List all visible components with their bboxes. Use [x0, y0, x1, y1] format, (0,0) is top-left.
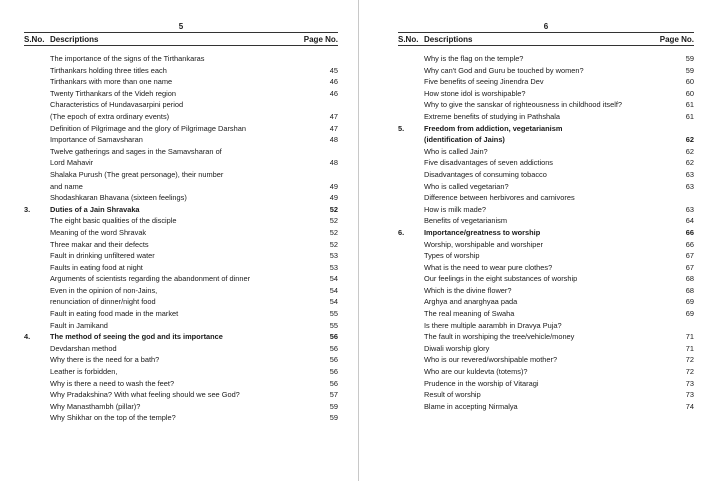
row-description: Five benefits of seeing Jinendra Dev	[424, 77, 544, 87]
section-row	[24, 204, 338, 216]
row-description: Who is called vegetarian?	[424, 181, 509, 191]
contents-row	[24, 320, 338, 332]
row-description: The eight basic qualities of the disciple	[50, 216, 177, 226]
row-page-number: 64	[685, 216, 694, 226]
contents-row	[398, 331, 694, 343]
contents-row	[24, 273, 338, 285]
contents-row	[24, 99, 338, 111]
row-description: Duties of a Jain Shravaka	[50, 204, 140, 214]
row-page-number: 61	[685, 111, 694, 121]
row-page-number: 54	[329, 297, 338, 307]
row-page-number: 49	[329, 181, 338, 191]
contents-row	[398, 157, 694, 169]
contents-row	[24, 343, 338, 355]
row-page-number: 66	[685, 239, 694, 249]
row-page-number: 53	[329, 251, 338, 261]
contents-row	[24, 389, 338, 401]
row-description: Importance/greatness to worship	[424, 227, 541, 237]
contents-row	[398, 308, 694, 320]
contents-row	[24, 378, 338, 390]
contents-row	[398, 378, 694, 390]
row-page-number: 62	[685, 135, 694, 145]
contents-row	[24, 412, 338, 424]
row-page-number: 56	[329, 332, 338, 342]
row-description: Why is the flag on the temple?	[424, 54, 524, 63]
header-page-no: Page No.	[659, 34, 694, 44]
row-page-number: 73	[685, 378, 694, 388]
row-page-number: 56	[329, 343, 338, 353]
row-description: Who are our kuldevta (totems)?	[424, 367, 528, 377]
row-page-number: 49	[329, 193, 338, 203]
row-description: Arguments of scientists regarding the abandonment of dinner	[50, 274, 251, 284]
row-page-number: 52	[329, 239, 338, 249]
contents-row	[24, 215, 338, 227]
header-sno: S.No.	[24, 34, 45, 44]
left-page	[24, 21, 338, 424]
page-number: 6	[543, 22, 549, 31]
contents-row	[24, 262, 338, 274]
row-number: 4.	[24, 332, 31, 342]
contents-row	[398, 53, 694, 65]
row-page-number: 57	[329, 390, 338, 400]
header-page-no: Page No.	[303, 34, 338, 44]
contents-row	[24, 227, 338, 239]
row-page-number: 53	[329, 262, 338, 272]
row-description: Importance of Samavsharan	[50, 135, 143, 145]
section-row	[398, 227, 694, 239]
header-descriptions: Descriptions	[424, 34, 473, 44]
row-description: (The epoch of extra ordinary events)	[50, 111, 170, 121]
row-description: (identification of Jains)	[424, 135, 505, 145]
row-description: Who is called Jain?	[424, 146, 488, 156]
row-page-number: 59	[685, 54, 694, 63]
row-page-number: 48	[329, 158, 338, 168]
row-description: Result of worship	[424, 390, 481, 400]
row-description: Arghya and anarghyaa pada	[424, 297, 518, 307]
contents-row	[24, 111, 338, 123]
contents-row	[24, 169, 338, 181]
row-description: Leather is forbidden,	[50, 367, 118, 377]
row-page-number: 68	[685, 274, 694, 284]
row-page-number: 56	[329, 355, 338, 365]
row-description: Fault in drinking unfiltered water	[50, 251, 155, 261]
contents-list	[398, 53, 694, 412]
row-page-number: 68	[685, 285, 694, 295]
row-page-number: 63	[685, 204, 694, 214]
row-description: Blame in accepting Nirmalya	[424, 401, 518, 411]
row-page-number: 69	[685, 297, 694, 307]
row-page-number: 59	[329, 413, 338, 423]
row-page-number: 54	[329, 285, 338, 295]
row-page-number: 56	[329, 367, 338, 377]
row-page-number: 63	[685, 181, 694, 191]
contents-row	[24, 134, 338, 146]
row-description: Extreme benefits of studying in Pathshala	[424, 111, 560, 121]
page-gutter	[358, 0, 359, 481]
row-page-number: 56	[329, 378, 338, 388]
contents-row	[398, 134, 694, 146]
row-page-number: 52	[329, 204, 338, 214]
contents-row	[24, 65, 338, 77]
row-page-number: 74	[685, 401, 694, 411]
row-description: Which is the divine flower?	[424, 285, 512, 295]
contents-row	[398, 320, 694, 332]
contents-row	[398, 99, 694, 111]
contents-row	[398, 204, 694, 216]
contents-row	[398, 239, 694, 251]
contents-row	[24, 401, 338, 413]
row-page-number: 45	[329, 65, 338, 75]
row-description: Tirthankars with more than one name	[50, 77, 173, 87]
contents-row	[398, 146, 694, 158]
row-description: Our feelings in the eight substances of worship	[424, 274, 578, 284]
contents-row	[398, 366, 694, 378]
row-description: Worship, worshipable and worshiper	[424, 239, 543, 249]
row-description: Lord Mahavir	[50, 158, 94, 168]
contents-row	[398, 111, 694, 123]
row-page-number: 59	[685, 65, 694, 75]
row-page-number: 52	[329, 227, 338, 237]
contents-row	[398, 169, 694, 181]
row-description: The fault in worshiping the tree/vehicle/money	[424, 332, 575, 342]
row-description: The method of seeing the god and its importance	[50, 332, 223, 342]
contents-row	[24, 285, 338, 297]
row-description: What is the need to wear pure clothes?	[424, 262, 553, 272]
section-row	[24, 331, 338, 343]
row-page-number: 60	[685, 77, 694, 87]
row-description: Diwali worship glory	[424, 343, 490, 353]
row-page-number: 67	[685, 262, 694, 272]
contents-row	[398, 285, 694, 297]
row-description: Characteristics of Hundavasarpini period	[50, 100, 184, 110]
row-description: Freedom from addiction, vegetarianism	[424, 123, 563, 133]
row-description: Why can't God and Guru be touched by women?	[424, 65, 584, 75]
row-page-number: 62	[685, 158, 694, 168]
header-descriptions: Descriptions	[50, 34, 99, 44]
row-page-number: 63	[685, 169, 694, 179]
contents-row	[24, 53, 338, 65]
row-page-number: 47	[329, 123, 338, 133]
row-page-number: 48	[329, 135, 338, 145]
row-description: Tirthankars holding three titles each	[50, 65, 167, 75]
row-description: Fault in eating food made in the market	[50, 309, 179, 319]
row-description: Five disadvantages of seven addictions	[424, 158, 554, 168]
contents-row	[24, 192, 338, 204]
row-description: Definition of Pilgrimage and the glory of Pilgrimage Darshan	[50, 123, 246, 133]
row-description: Devdarshan method	[50, 343, 117, 353]
contents-row	[24, 354, 338, 366]
row-description: Why is there a need to wash the feet?	[50, 378, 175, 388]
contents-row	[398, 343, 694, 355]
contents-row	[398, 296, 694, 308]
row-description: Why Manasthambh (pillar)?	[50, 401, 141, 411]
contents-row	[398, 250, 694, 262]
row-description: Difference between herbivores and carnivores	[424, 193, 575, 203]
row-page-number: 46	[329, 88, 338, 98]
row-description: Is there multiple aarambh in Dravya Puja?	[424, 320, 562, 330]
contents-row	[24, 250, 338, 262]
row-page-number: 55	[329, 320, 338, 330]
row-page-number: 47	[329, 111, 338, 121]
row-description: How is milk made?	[424, 204, 487, 214]
row-description: Benefits of vegetarianism	[424, 216, 507, 226]
row-page-number: 66	[685, 227, 694, 237]
contents-list	[24, 53, 338, 424]
section-row	[398, 123, 694, 135]
row-description: Even in the opinion of non-Jains,	[50, 285, 158, 295]
row-page-number: 61	[685, 100, 694, 110]
row-number: 5.	[398, 123, 405, 133]
contents-row	[24, 366, 338, 378]
table-header	[24, 32, 338, 46]
row-page-number: 54	[329, 274, 338, 284]
contents-row	[398, 354, 694, 366]
row-page-number: 73	[685, 390, 694, 400]
row-page-number: 55	[329, 309, 338, 319]
contents-row	[398, 262, 694, 274]
contents-row	[398, 88, 694, 100]
row-page-number: 46	[329, 77, 338, 87]
row-page-number: 69	[685, 309, 694, 319]
row-page-number: 60	[685, 88, 694, 98]
row-description: Prudence in the worship of Vitaragi	[424, 378, 539, 388]
row-description: Shalaka Purush (The great personage), their number	[50, 169, 224, 179]
row-description: The importance of the signs of the Tirthankaras	[50, 54, 205, 63]
row-page-number: 52	[329, 216, 338, 226]
contents-row	[24, 76, 338, 88]
row-page-number: 71	[685, 343, 694, 353]
row-description: Disadvantages of consuming tobacco	[424, 169, 547, 179]
row-description: Why Shikhar on the top of the temple?	[50, 413, 176, 423]
row-description: Twenty Tirthankars of the Videh region	[50, 88, 176, 98]
contents-row	[398, 401, 694, 413]
row-page-number: 71	[685, 332, 694, 342]
contents-row	[24, 157, 338, 169]
row-description: Faults in eating food at night	[50, 262, 143, 272]
contents-row	[398, 215, 694, 227]
contents-row	[24, 88, 338, 100]
row-description: Why Pradakshina? With what feeling should we see God?	[50, 390, 240, 400]
contents-row	[398, 389, 694, 401]
row-page-number: 67	[685, 251, 694, 261]
row-page-number: 72	[685, 355, 694, 365]
row-description: How stone idol is worshipable?	[424, 88, 526, 98]
contents-row	[24, 146, 338, 158]
row-description: and name	[50, 181, 83, 191]
row-description: The real meaning of Swaha	[424, 309, 515, 319]
contents-row	[398, 76, 694, 88]
row-description: Why there is the need for a bath?	[50, 355, 160, 365]
contents-row	[24, 296, 338, 308]
table-header	[398, 32, 694, 46]
right-page	[398, 21, 694, 412]
contents-row	[24, 123, 338, 135]
row-description: renunciation of dinner/night food	[50, 297, 156, 307]
header-sno: S.No.	[398, 34, 419, 44]
row-description: Why to give the sanskar of righteousness in childhood itself?	[424, 100, 623, 110]
contents-row	[24, 181, 338, 193]
row-number: 3.	[24, 204, 31, 214]
contents-row	[398, 65, 694, 77]
row-number: 6.	[398, 227, 405, 237]
row-description: Who is our revered/worshipable mother?	[424, 355, 558, 365]
row-page-number: 62	[685, 146, 694, 156]
row-description: Meaning of the word Shravak	[50, 227, 147, 237]
row-page-number: 72	[685, 367, 694, 377]
row-description: Shodashkaran Bhavana (sixteen feelings)	[50, 193, 187, 203]
row-description: Three makar and their defects	[50, 239, 149, 249]
row-description: Fault in Jamikand	[50, 320, 108, 330]
contents-row	[398, 192, 694, 204]
row-page-number: 59	[329, 401, 338, 411]
page-number: 5	[178, 22, 184, 31]
row-description: Twelve gatherings and sages in the Samavsharan of	[50, 146, 222, 156]
contents-row	[24, 308, 338, 320]
contents-row	[398, 273, 694, 285]
contents-row	[24, 239, 338, 251]
row-description: Types of worship	[424, 251, 480, 261]
contents-row	[398, 181, 694, 193]
